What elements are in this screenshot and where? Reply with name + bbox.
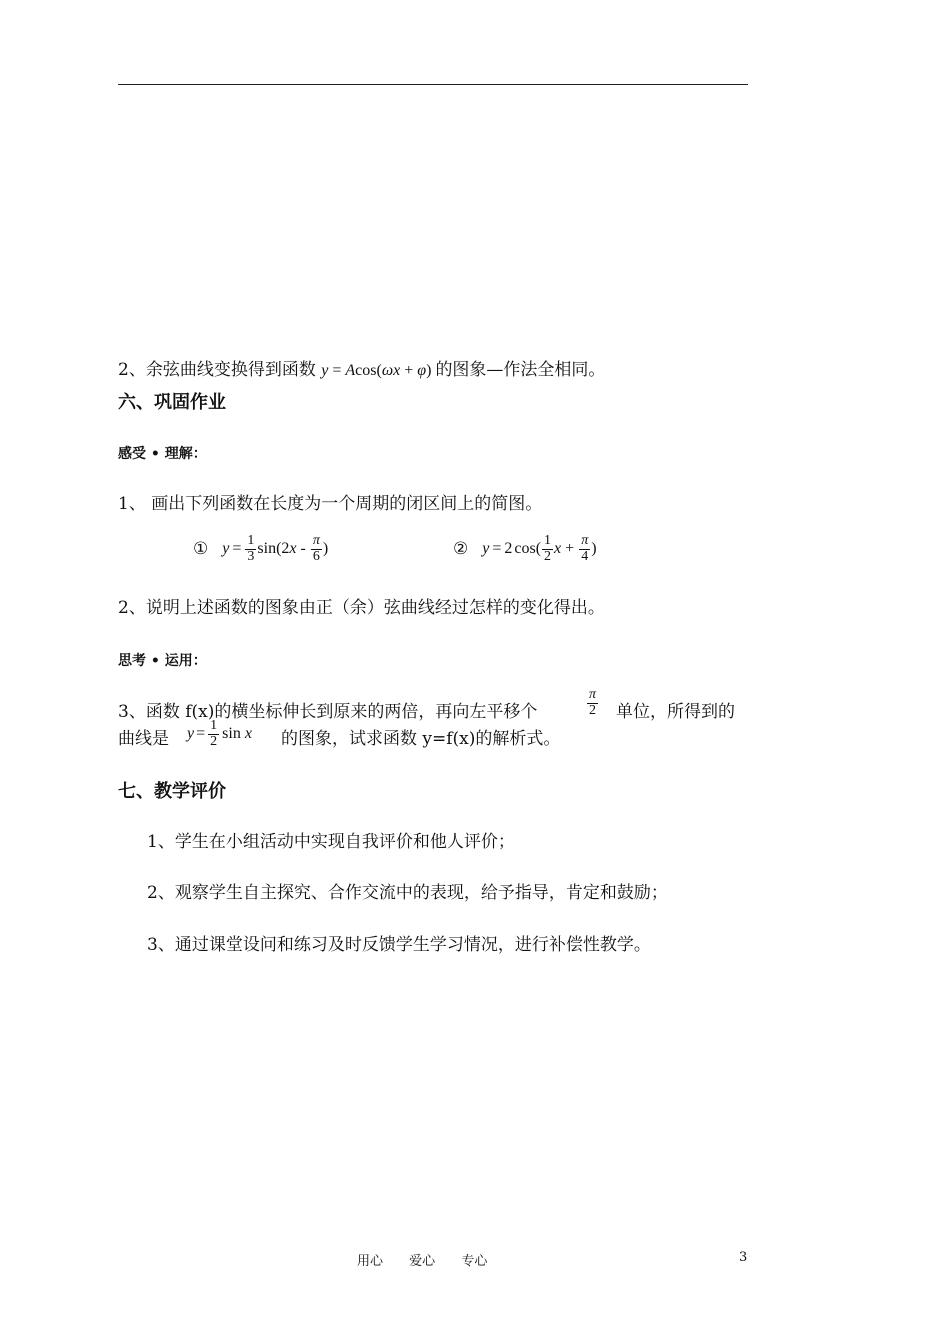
- formula-cos-eq: =: [332, 362, 342, 379]
- formula-2-mark: ②: [453, 539, 469, 559]
- question-3-shift-frac: [586, 688, 599, 718]
- section-6-title: 六、巩固作业: [118, 392, 226, 413]
- question-3-curve-den: 2: [210, 733, 218, 749]
- formula-1-coef-num: 1: [247, 533, 255, 548]
- formula-2-eq: =: [492, 540, 502, 558]
- page-number: 3: [739, 1250, 748, 1265]
- subsection-feel-understand: 感受 • 理解：: [118, 446, 207, 462]
- formula-1-x: x: [289, 540, 297, 558]
- footer-motto-1: 用心: [357, 1254, 384, 1269]
- formula-cos: [321, 362, 435, 379]
- formula-cos-phi: φ: [417, 362, 427, 379]
- question-3-text-c: 曲线是: [118, 729, 169, 749]
- formula-2-freq-frac: [542, 534, 553, 564]
- question-1: 1、 画出下列函数在长度为一个周期的闭区间上的简图。: [118, 494, 543, 514]
- question-3-text-a: 3、函数 f(x)的横坐标伸长到原来的两倍，再向左平移个: [118, 702, 538, 722]
- item-cos-transform: [118, 358, 605, 383]
- question-2: 2、说明上述函数的图象由正（余）弦曲线经过怎样的变化得出。: [118, 598, 605, 618]
- question-3-curve-lhs: y: [187, 725, 195, 743]
- footer-motto-2: 爱心: [409, 1254, 436, 1269]
- footer-motto: [357, 1250, 509, 1269]
- question-3-line-1: [118, 700, 537, 724]
- footer-motto-3: 专心: [461, 1254, 488, 1269]
- question-3-curve-eq: =: [196, 725, 206, 743]
- formula-1-coef-frac: [245, 534, 256, 564]
- formula-cos-x: x: [393, 362, 401, 379]
- formula-1-minus: -: [296, 540, 310, 558]
- subsection-think-apply: 思考 • 运用：: [118, 653, 207, 669]
- formula-cos-amp: A: [345, 362, 356, 379]
- formula-2-phase-frac: [579, 534, 590, 564]
- formula-1-close: ): [322, 540, 329, 558]
- question-3-curve-fn: sin: [222, 725, 241, 743]
- evaluation-item-1: 1、学生在小组活动中实现自我评价和他人评价；: [147, 832, 515, 852]
- formula-2-phase-den: 4: [581, 548, 589, 564]
- formula-cos-fn: cos(: [355, 362, 382, 379]
- formula-2-close: ): [591, 540, 597, 558]
- formula-1-fn: sin(2: [257, 540, 290, 558]
- question-3-shift-num: π: [589, 687, 597, 702]
- formula-1-lhs: y: [222, 540, 230, 558]
- section-7-title: 七、教学评价: [118, 781, 226, 802]
- formula-2-x: x: [554, 540, 562, 558]
- formula-cos-lhs: y: [321, 362, 329, 379]
- question-3-shift-den: 2: [589, 702, 596, 718]
- formula-2-phase-num: π: [581, 533, 589, 548]
- question-3-text-b: 单位，所得到的: [616, 702, 735, 722]
- question-3-curve-num: 1: [210, 718, 218, 733]
- question-3-curve-x: x: [244, 725, 252, 743]
- formula-1-phase-den: 6: [312, 548, 320, 564]
- formula-1-mark: ①: [193, 539, 209, 559]
- formula-1: [193, 534, 328, 564]
- evaluation-item-3: 3、通过课堂设问和练习及时反馈学生学习情况，进行补偿性教学。: [147, 935, 651, 955]
- evaluation-item-2: 2、观察学生自主探究、合作交流中的表现，给予指导，肯定和鼓励；: [147, 883, 668, 903]
- question-3-curve-formula: [187, 719, 252, 749]
- formula-1-coef-den: 3: [247, 548, 255, 564]
- formula-2-freq-den: 2: [544, 548, 552, 564]
- item-cos-prefix: 2、余弦曲线变换得到函数: [118, 360, 316, 380]
- formula-2-lhs: y: [482, 540, 490, 558]
- formula-1-phase-frac: [311, 534, 322, 564]
- formula-2-freq-num: 1: [544, 533, 552, 548]
- item-cos-suffix: 的图象—作法全相同。: [435, 360, 606, 380]
- formula-2: [453, 534, 597, 564]
- formula-cos-omega: ω: [381, 362, 394, 379]
- formula-cos-close: ): [426, 362, 432, 379]
- question-3-text-d: 的图象，试求函数 y=f(x)的解析式。: [281, 729, 561, 749]
- formula-2-coef: 2: [504, 540, 513, 558]
- header-rule: [118, 84, 748, 85]
- formula-1-eq: =: [232, 540, 242, 558]
- formula-cos-plus: +: [404, 362, 414, 379]
- formula-2-fn: cos(: [514, 540, 542, 558]
- formula-2-plus: +: [561, 540, 579, 558]
- formula-1-phase-num: π: [312, 533, 320, 548]
